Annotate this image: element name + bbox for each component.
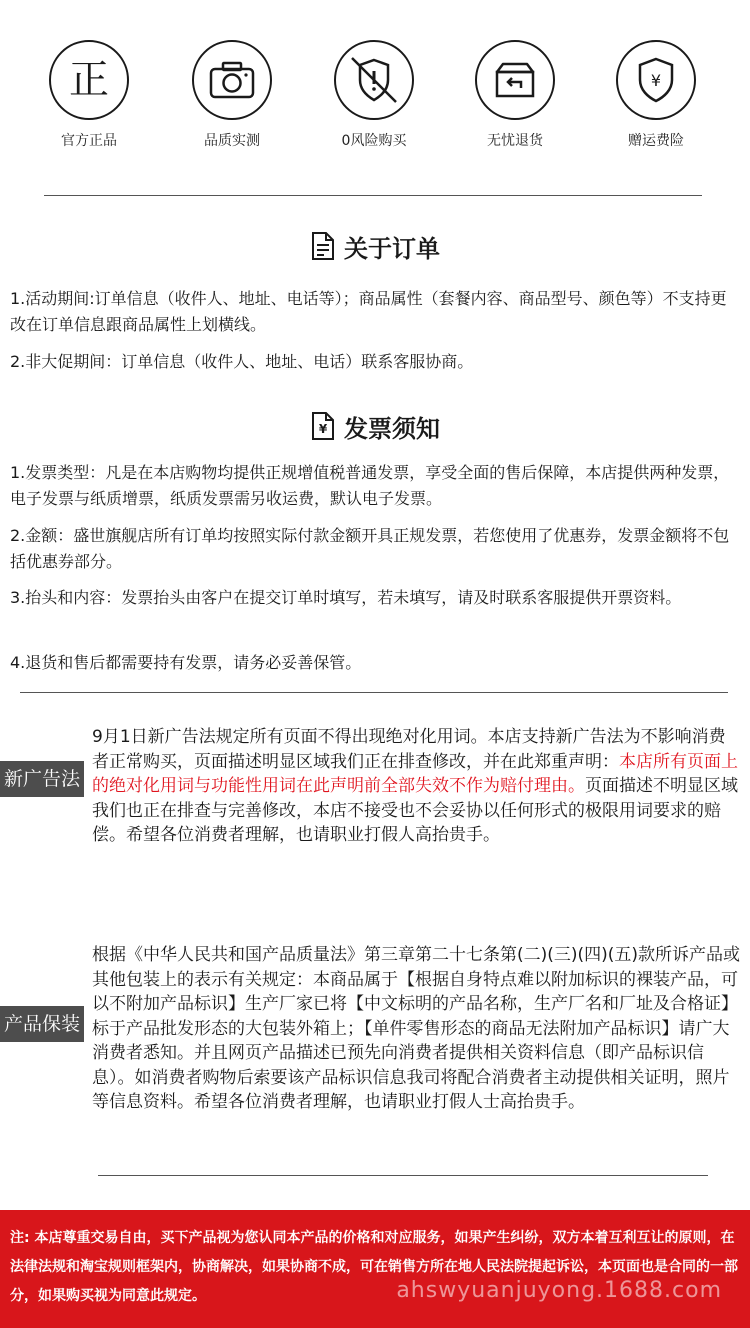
footer-text: 注: 本店尊重交易自由，买下产品视为您认同本产品的价格和对应服务，如果产生纠纷，双方本着互利互让的原则，在法律法规和淘宝规则框架内，协商解决，如果协商不成，可在销售方所在地人民法院提起诉讼，本页面也是合同的一部分，如果购买视为同意此规定。 bbox=[10, 1230, 738, 1304]
warranty-tag: 产品保装 bbox=[0, 1006, 84, 1042]
order-section-title bbox=[0, 226, 750, 266]
feature-label: 品质实测 bbox=[204, 133, 260, 149]
feature-label: 无忧退货 bbox=[487, 133, 543, 149]
genuine-glyph: 正 bbox=[69, 57, 109, 103]
invoice-paragraph-1: 1.发票类型：凡是在本店购物均提供正规增值税普通发票，享受全面的售后保障，本店提供两种发票，电子发票与纸质增票，纸质发票需另收运费，默认电子发票。 bbox=[10, 463, 730, 508]
ad-law-text-red: 本店所有页面上的绝对化用词与功能性用词在此声明前全部失效不作为赔付理由。 bbox=[92, 751, 738, 796]
svg-text:¥: ¥ bbox=[318, 422, 328, 436]
ad-law-text bbox=[92, 725, 742, 848]
feature-quality bbox=[172, 40, 292, 150]
ad-law-text-b: 页面描述不明显区域我们也正在排查与完善修改，本店不接受也不会妥协以任何形式的极限用词要求的赔偿。希望各位消费者理解，也请职业打假人高抬贵手。 bbox=[92, 776, 738, 845]
feature-label: 官方正品 bbox=[61, 133, 117, 149]
order-paragraph-2: 2.非大促期间：订单信息（收件人、地址、电话）联系客服协商。 bbox=[10, 352, 474, 371]
invoice-paragraph-4: 4.退货和售后都需要持有发票，请务必妥善保管。 bbox=[10, 653, 362, 672]
feature-shipping-insurance bbox=[596, 40, 716, 150]
feature-genuine bbox=[29, 40, 149, 150]
document-icon bbox=[310, 231, 336, 261]
feature-return bbox=[455, 40, 575, 150]
no-risk-shield-icon bbox=[334, 40, 414, 120]
ad-law-tag: 新广告法 bbox=[0, 761, 84, 797]
genuine-icon bbox=[49, 40, 129, 120]
feature-no-risk bbox=[314, 40, 434, 150]
invoice-paragraph-2: 2.金额：盛世旗舰店所有订单均按照实际付款金额开具正规发票，若您使用了优惠券，发票金额将不包括优惠券部分。 bbox=[10, 526, 730, 571]
yen-shield-icon bbox=[616, 40, 696, 120]
divider bbox=[98, 1175, 708, 1176]
warranty-text: 根据《中华人民共和国产品质量法》第三章第二十七条第(二)(三)(四)(五)款所诉产品或其他包装上的表示有关规定：本商品属于【根据自身特点难以附加标识的裸装产品，可以不附加产品标识】生产厂家已将【中文标明的产品名称，生产厂名和厂址及合格证】标于产品批发形态的大包装外箱上；【单件零售形态的商品无法附加产品标识】请广大消费者悉知。并且网页产品描述已预先向消费者提供相关资料信息（即产品标识信息）。如消费者购物后索要该产品标识信息我司将配合消费者主动提供相关证明，照片等信息资料。希望各位消费者理解，也请职业打假人士高抬贵手。 bbox=[92, 945, 741, 1112]
ad-law-text-a: 9月1日新广告法规定所有页面不得出现绝对化用词。本店支持新广告法为不影响消费者正常购买，页面描述明显区域我们正在排查修改，并在此郑重声明： bbox=[92, 727, 726, 772]
divider bbox=[44, 195, 702, 196]
invoice-title-text: 发票须知 bbox=[344, 414, 440, 443]
order-paragraph-1: 1.活动期间:订单信息（收件人、地址、电话等）；商品属性（套餐内容、商品型号、颜色等）不支持更改在订单信息跟商品属性上划横线。 bbox=[10, 289, 727, 334]
invoice-section-title bbox=[0, 406, 750, 446]
order-title-text: 关于订单 bbox=[344, 234, 440, 263]
watermark: ahswyuanjuyong.1688.com bbox=[396, 1278, 722, 1303]
feature-label: 0风险购买 bbox=[341, 133, 407, 149]
svg-text:¥: ¥ bbox=[650, 71, 662, 90]
feature-label: 赠运费险 bbox=[628, 133, 684, 149]
feature-icons-row bbox=[0, 40, 750, 160]
invoice-icon bbox=[310, 411, 336, 441]
return-box-icon bbox=[475, 40, 555, 120]
invoice-paragraph-3: 3.抬头和内容：发票抬头由客户在提交订单时填写，若未填写，请及时联系客服提供开票资料。 bbox=[10, 588, 682, 607]
footer-disclaimer bbox=[0, 1210, 750, 1328]
divider bbox=[20, 692, 728, 693]
camera-icon bbox=[192, 40, 272, 120]
